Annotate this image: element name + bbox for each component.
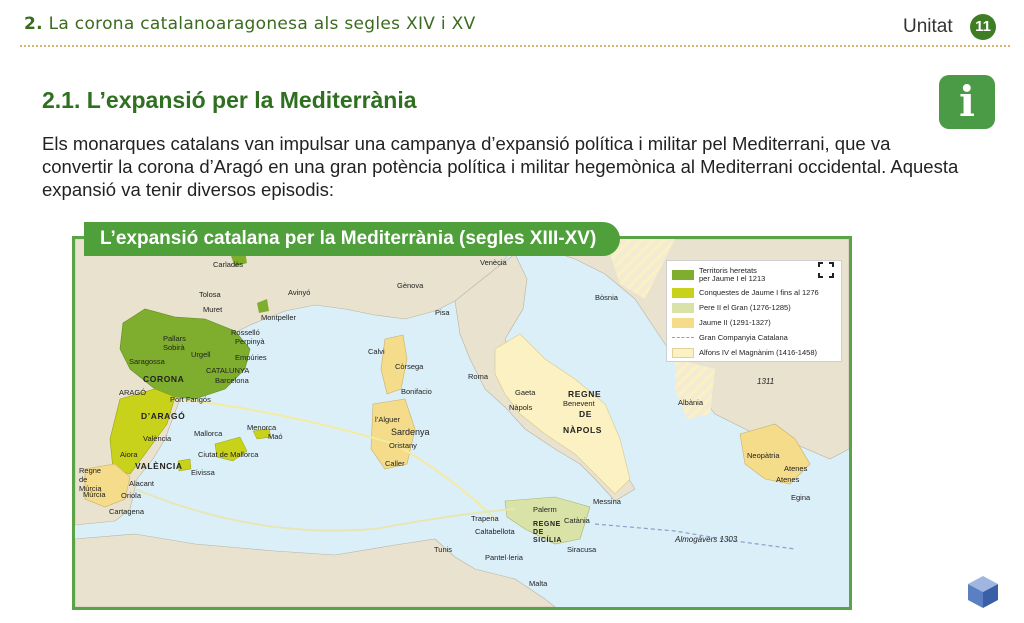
place-murcia: Múrcia xyxy=(83,490,106,499)
page-header xyxy=(0,0,1024,52)
route-western xyxy=(175,399,495,519)
place-menorca: Menorca xyxy=(247,423,277,432)
place-malta: Malta xyxy=(529,579,548,588)
cube-resource-icon[interactable] xyxy=(966,574,1000,610)
place-arago: ARAGÓ xyxy=(119,388,147,397)
place-bosnia: Bòsnia xyxy=(595,293,618,302)
place-valencia-region: VALÈNCIA xyxy=(135,461,183,471)
place-calvi: Calvi xyxy=(368,347,385,356)
unit-label: Unitat xyxy=(903,16,953,37)
place-mallorca: Mallorca xyxy=(194,429,223,438)
place-tolosa: Tolosa xyxy=(199,290,221,299)
place-regne-murcia: Regne de Múrcia xyxy=(79,466,102,493)
place-oriola: Oriola xyxy=(121,491,142,500)
legend-swatch xyxy=(672,270,694,280)
place-neopatria: Neopàtria xyxy=(747,451,780,460)
place-de: DE xyxy=(579,409,593,419)
place-trapena: Trapena xyxy=(471,514,499,523)
place-caltabellota: Caltabellota xyxy=(475,527,515,536)
unit-title-number: 2. xyxy=(24,14,43,34)
place-avinyo: Avinyó xyxy=(288,288,311,297)
legend-item xyxy=(672,300,836,315)
place-albania: Albània xyxy=(678,398,704,407)
legend-label: Pere II el Gran (1276-1285) xyxy=(699,303,791,312)
legend-swatch xyxy=(672,303,694,313)
territory-albania xyxy=(675,359,715,419)
place-pisa: Pisa xyxy=(435,308,450,317)
place-regne: REGNE xyxy=(568,389,602,399)
place-barcelona: Barcelona xyxy=(215,376,249,385)
place-aiora: Aiora xyxy=(120,450,138,459)
place-mao: Maó xyxy=(268,432,283,441)
info-icon: i xyxy=(959,77,975,126)
legend-item xyxy=(672,265,836,285)
place-perpinya: Perpinyà xyxy=(235,337,265,346)
place-catania: Catània xyxy=(564,516,590,525)
legend-item xyxy=(672,330,836,345)
place-pantelleria: Pantel·leria xyxy=(485,553,523,562)
place-bonifacio: Bonifacio xyxy=(401,387,432,396)
section-title: 2.1. L’expansió per la Mediterrània xyxy=(42,87,417,113)
place-atenes: Atenes xyxy=(776,475,800,484)
place-messina: Messina xyxy=(593,497,621,506)
place-sardenya: Sardenya xyxy=(391,427,430,437)
unit-number-badge: 11 xyxy=(970,14,996,40)
place-ciutat-mallorca: Ciutat de Mallorca xyxy=(198,450,259,459)
legend-swatch xyxy=(672,318,694,328)
place-catalunya: CATALUNYA xyxy=(206,366,250,375)
land-africa xyxy=(75,534,555,607)
map-legend xyxy=(666,260,842,362)
legend-label: Gran Companyia Catalana xyxy=(699,333,788,342)
legend-item xyxy=(672,315,836,330)
place-atenes-region: Atenes xyxy=(784,464,808,473)
place-siracusa: Siracusa xyxy=(567,545,597,554)
unit-title xyxy=(24,14,476,34)
place-corona: CORONA xyxy=(143,374,185,384)
legend-item xyxy=(672,285,836,300)
place-rossello: Rosselló xyxy=(231,328,260,337)
intro-paragraph: Els monarques catalans van impulsar una campanya d’expansió política i militar pel Mediterrani, que va convertir la corona d’Aragó en una gran potència política i militar hegemònica al Mediterrani occidental. Aquesta expansió va tenir diversos episodis: xyxy=(42,133,959,200)
unit-title-text: La corona catalanoaragonesa als segles XIV i XV xyxy=(48,14,476,34)
header-divider xyxy=(20,44,1010,48)
place-oristany: Oristany xyxy=(389,441,417,450)
legend-item xyxy=(672,345,836,360)
place-montpeller: Montpeller xyxy=(261,313,297,322)
place-corsega: Còrsega xyxy=(395,362,424,371)
place-1311: 1311 xyxy=(757,377,775,386)
place-gaeta: Gaeta xyxy=(515,388,536,397)
place-regne-sicilia: REGNE DE SICÍLIA xyxy=(533,521,563,544)
place-cartagena: Cartagena xyxy=(109,507,145,516)
place-valencia: València xyxy=(143,434,172,443)
map-title: L’expansió catalana per la Mediterrània (segles XIII-XV) xyxy=(84,222,620,256)
place-napols-city: Nàpols xyxy=(509,403,533,412)
place-darago: D’ARAGÓ xyxy=(141,411,186,421)
legend-swatch xyxy=(672,288,694,298)
fullscreen-icon[interactable] xyxy=(818,262,834,278)
place-carlades: Carladès xyxy=(213,260,244,269)
place-urgell: Urgell xyxy=(191,350,211,359)
place-alacant: Alacant xyxy=(129,479,155,488)
route-sicily xyxy=(135,489,515,531)
place-caller: Caller xyxy=(385,459,405,468)
place-empories: Empúries xyxy=(235,353,267,362)
place-egina: Egina xyxy=(791,493,811,502)
place-benevent: Benevent xyxy=(563,399,595,408)
place-tunis: Tunis xyxy=(434,545,453,554)
info-button[interactable] xyxy=(939,75,995,129)
place-pallars: Pallars Sobirà xyxy=(163,334,186,352)
legend-label: Alfons IV el Magnànim (1416-1458) xyxy=(699,348,817,357)
place-port-fangos: Port Fangós xyxy=(170,395,211,404)
legend-label: Jaume II (1291-1327) xyxy=(699,318,771,327)
place-almogavers: Almogàvers 1303 xyxy=(675,535,738,544)
legend-swatch xyxy=(672,337,694,338)
legend-swatch xyxy=(672,348,694,358)
place-alguer: l’Alguer xyxy=(375,415,401,424)
place-muret: Muret xyxy=(203,305,223,314)
legend-label: Territoris heretats per Jaume I el 1213 xyxy=(699,266,766,283)
place-saragossa: Saragossa xyxy=(129,357,165,366)
legend-label: Conquestes de Jaume I fins al 1276 xyxy=(699,288,819,297)
place-genova: Gènova xyxy=(397,281,424,290)
place-palerm: Palerm xyxy=(533,505,557,514)
place-roma: Roma xyxy=(468,372,489,381)
place-napols: NÀPOLS xyxy=(563,425,603,435)
place-venecia: Venècia xyxy=(480,258,507,267)
place-eivissa: Eivissa xyxy=(191,468,215,477)
